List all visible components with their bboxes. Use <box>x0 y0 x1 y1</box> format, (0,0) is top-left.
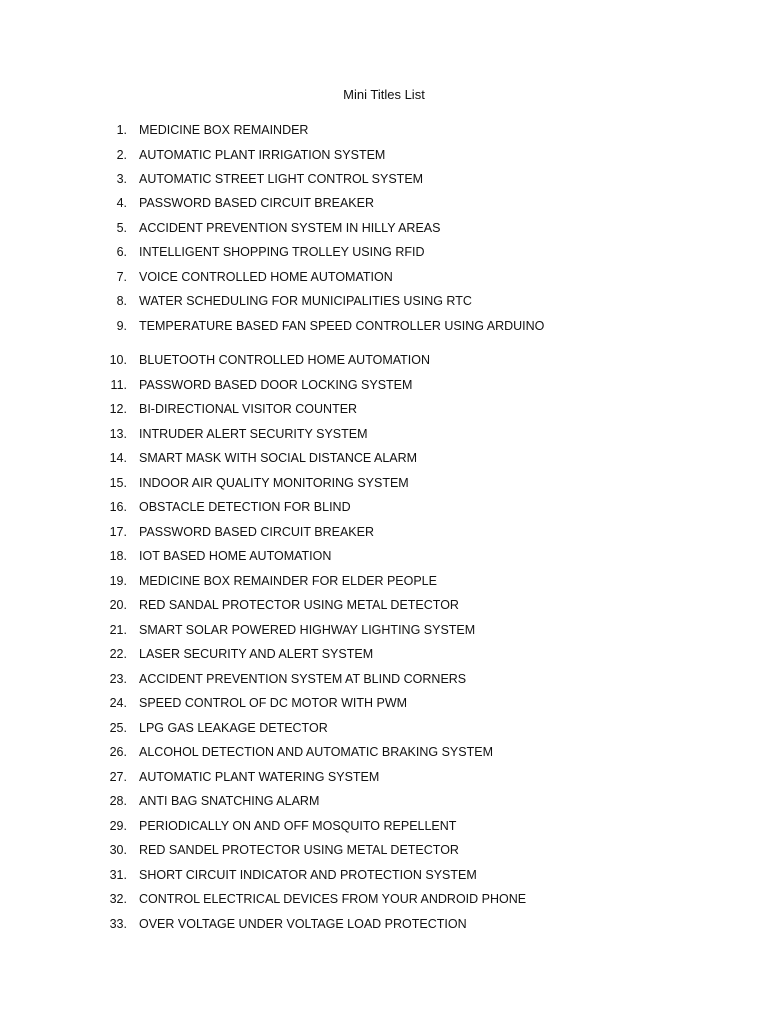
list-item-number: 4. <box>116 196 127 210</box>
list-item <box>0 401 768 417</box>
list-item-text: INDOOR AIR QUALITY MONITORING SYSTEM <box>139 476 409 490</box>
list-item-number: 24. <box>109 696 127 710</box>
list-item-number: 3. <box>116 172 127 186</box>
list-item <box>0 318 768 334</box>
list-item <box>0 220 768 236</box>
list-item-text: OBSTACLE DETECTION FOR BLIND <box>139 500 351 514</box>
list-item <box>0 524 768 540</box>
list-item <box>0 147 768 163</box>
list-item-text: PASSWORD BASED DOOR LOCKING SYSTEM <box>139 378 413 392</box>
list-item-number: 29. <box>109 819 127 833</box>
list-item-text: MEDICINE BOX REMAINDER <box>139 123 309 137</box>
list-item-text: PERIODICALLY ON AND OFF MOSQUITO REPELLENT <box>139 819 457 833</box>
list-item-number: 15. <box>109 476 127 490</box>
list-item <box>0 695 768 711</box>
list-item-text: RED SANDEL PROTECTOR USING METAL DETECTOR <box>139 843 459 857</box>
list-item-number: 26. <box>109 745 127 759</box>
list-item-text: LPG GAS LEAKAGE DETECTOR <box>139 721 328 735</box>
list-item-number: 1. <box>116 123 127 137</box>
list-item-text: PASSWORD BASED CIRCUIT BREAKER <box>139 196 374 210</box>
list-item-number: 23. <box>109 672 127 686</box>
list-item-text: SHORT CIRCUIT INDICATOR AND PROTECTION SYSTEM <box>139 868 477 882</box>
list-item-text: INTRUDER ALERT SECURITY SYSTEM <box>139 427 368 441</box>
list-item-number: 9. <box>116 319 127 333</box>
list-item-text: SMART MASK WITH SOCIAL DISTANCE ALARM <box>139 451 418 465</box>
page-title: Mini Titles List <box>343 87 425 102</box>
list-item-text: INTELLIGENT SHOPPING TROLLEY USING RFID <box>139 245 425 259</box>
list-item-text: BLUETOOTH CONTROLLED HOME AUTOMATION <box>139 353 431 367</box>
list-item-number: 16. <box>109 500 127 514</box>
list-item-number: 19. <box>109 574 127 588</box>
list-item-number: 32. <box>109 892 127 906</box>
list-item <box>0 720 768 736</box>
list-item-text: CONTROL ELECTRICAL DEVICES FROM YOUR ANDROID PHONE <box>139 892 527 906</box>
list-item-text: AUTOMATIC STREET LIGHT CONTROL SYSTEM <box>139 172 424 186</box>
list-item-number: 6. <box>116 245 127 259</box>
list-item-number: 21. <box>109 623 127 637</box>
list-item <box>0 171 768 187</box>
list-item <box>0 573 768 589</box>
list-item-text: SMART SOLAR POWERED HIGHWAY LIGHTING SYSTEM <box>139 623 476 637</box>
list-item-number: 8. <box>116 294 127 308</box>
list-item <box>0 499 768 515</box>
list-item-text: PASSWORD BASED CIRCUIT BREAKER <box>139 525 374 539</box>
list-item-number: 33. <box>109 917 127 931</box>
list-item <box>0 916 768 932</box>
list-item-text: AUTOMATIC PLANT WATERING SYSTEM <box>139 770 380 784</box>
list-item-number: 22. <box>109 647 127 661</box>
list-item <box>0 622 768 638</box>
list-item-text: ALCOHOL DETECTION AND AUTOMATIC BRAKING SYSTEM <box>139 745 493 759</box>
list-item-number: 14. <box>109 451 127 465</box>
list-item-number: 31. <box>109 868 127 882</box>
list-item-number: 25. <box>109 721 127 735</box>
list-item-text: MEDICINE BOX REMAINDER FOR ELDER PEOPLE <box>139 574 437 588</box>
list-item <box>0 352 768 368</box>
list-item <box>0 475 768 491</box>
list-item-number: 7. <box>116 270 127 284</box>
list-item-number: 17. <box>109 525 127 539</box>
list-item-text: ANTI BAG SNATCHING ALARM <box>139 794 320 808</box>
list-item <box>0 426 768 442</box>
list-item-number: 27. <box>109 770 127 784</box>
list-item <box>0 244 768 260</box>
list-item-text: ACCIDENT PREVENTION SYSTEM IN HILLY AREAS <box>139 221 441 235</box>
list-item <box>0 818 768 834</box>
list-item-text: VOICE CONTROLLED HOME AUTOMATION <box>139 270 393 284</box>
list-item-number: 18. <box>109 549 127 563</box>
list-item-text: OVER VOLTAGE UNDER VOLTAGE LOAD PROTECTION <box>139 917 467 931</box>
list-item-number: 10. <box>109 353 127 367</box>
list-item-text: LASER SECURITY AND ALERT SYSTEM <box>139 647 374 661</box>
list-item-number: 5. <box>116 221 127 235</box>
list-item <box>0 671 768 687</box>
list-item-number: 11. <box>110 378 127 392</box>
list-item-number: 13. <box>109 427 127 441</box>
list-item <box>0 293 768 309</box>
list-item-text: AUTOMATIC PLANT IRRIGATION SYSTEM <box>139 148 386 162</box>
list-item-text: RED SANDAL PROTECTOR USING METAL DETECTOR <box>139 598 459 612</box>
list-item-text: SPEED CONTROL OF DC MOTOR WITH PWM <box>139 696 408 710</box>
list-item <box>0 867 768 883</box>
list-item <box>0 195 768 211</box>
list-item-number: 20. <box>109 598 127 612</box>
list-item <box>0 377 768 393</box>
list-item <box>0 744 768 760</box>
list-item-text: ACCIDENT PREVENTION SYSTEM AT BLIND CORNERS <box>139 672 467 686</box>
list-item <box>0 269 768 285</box>
list-item-text: TEMPERATURE BASED FAN SPEED CONTROLLER USING ARDUINO <box>139 319 545 333</box>
list-item <box>0 646 768 662</box>
list-item <box>0 891 768 907</box>
list-item-text: IOT BASED HOME AUTOMATION <box>139 549 332 563</box>
list-item-text: WATER SCHEDULING FOR MUNICIPALITIES USING RTC <box>139 294 472 308</box>
list-item <box>0 793 768 809</box>
list-item <box>0 842 768 858</box>
list-item <box>0 450 768 466</box>
list-item <box>0 769 768 785</box>
list-item-number: 2. <box>116 148 127 162</box>
list-item <box>0 122 768 138</box>
list-item-number: 28. <box>109 794 127 808</box>
list-item <box>0 597 768 613</box>
list-item <box>0 548 768 564</box>
list-item-number: 12. <box>109 402 127 416</box>
list-item-number: 30. <box>109 843 127 857</box>
list-item-text: BI-DIRECTIONAL VISITOR COUNTER <box>139 402 358 416</box>
